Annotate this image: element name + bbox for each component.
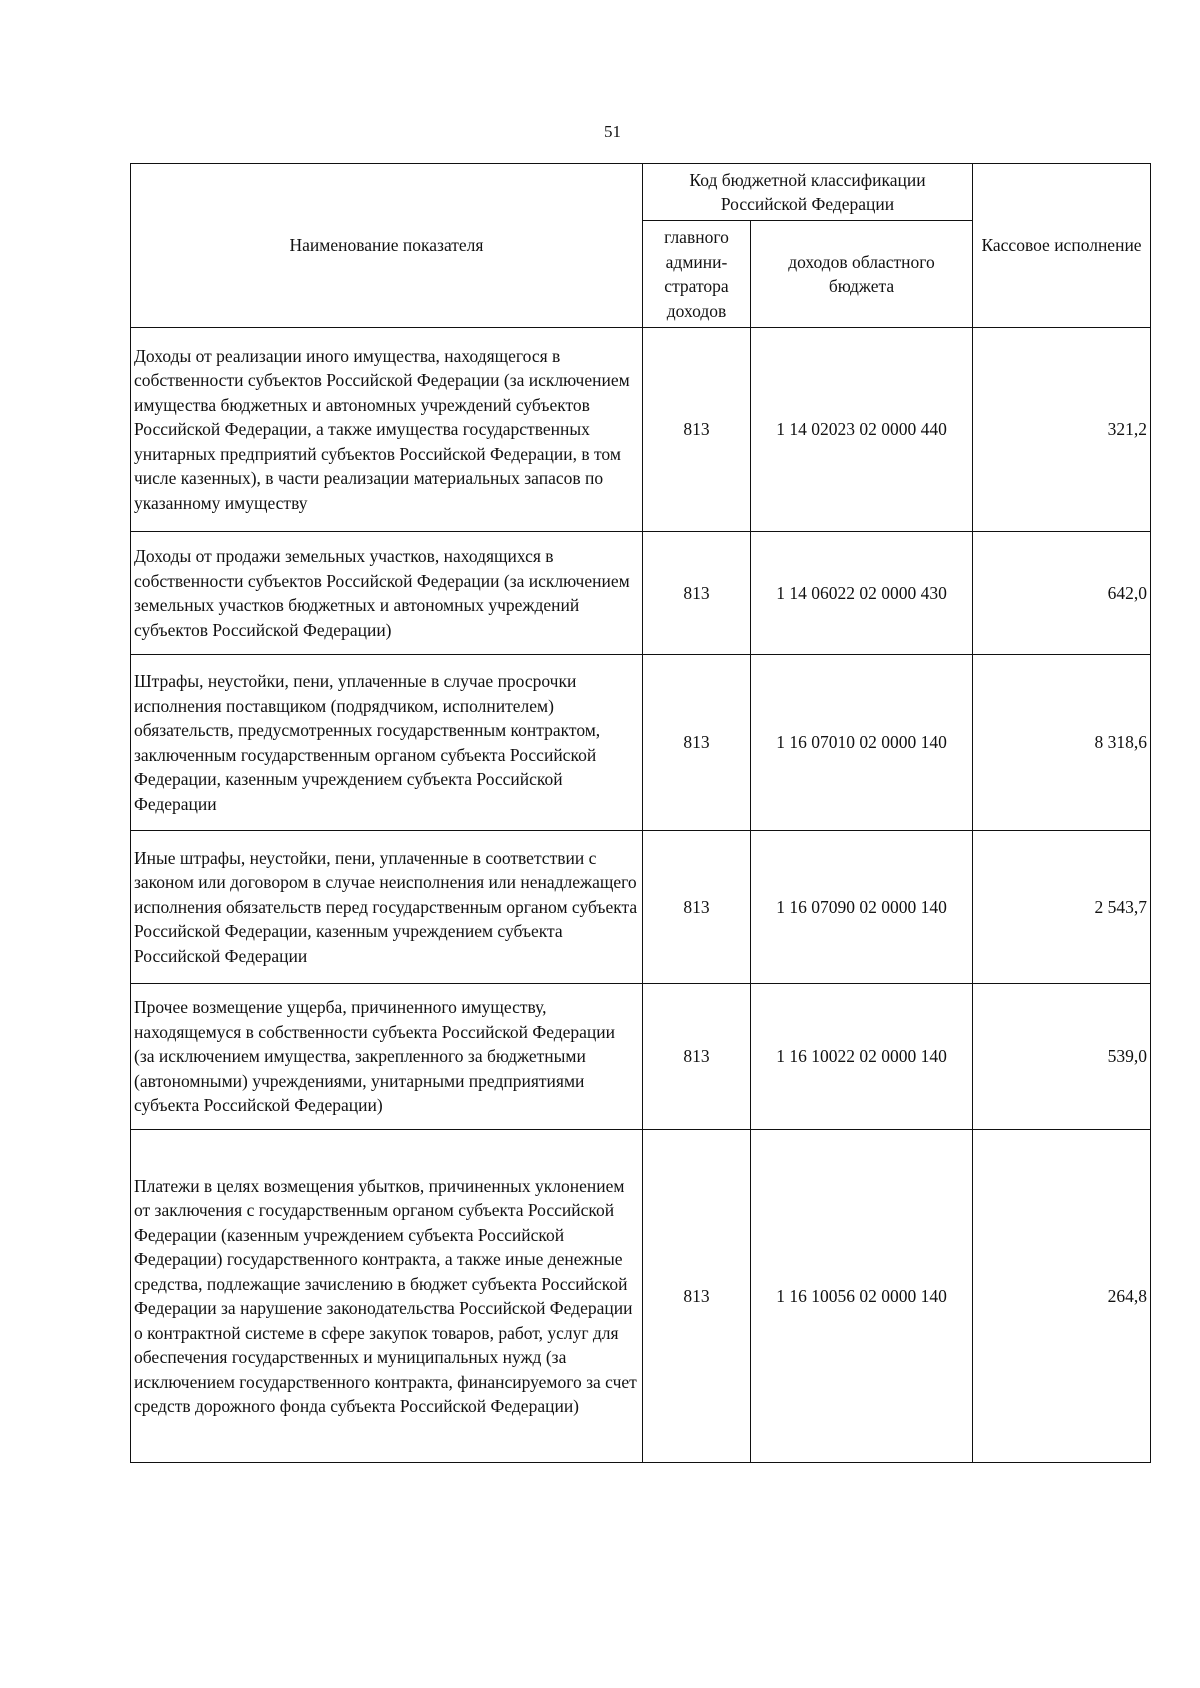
row-revenue-code: 1 14 02023 02 0000 440 xyxy=(751,328,973,532)
table-row xyxy=(131,831,1151,984)
row-amount: 321,2 xyxy=(973,328,1151,532)
row-admin-code: 813 xyxy=(643,655,751,831)
row-revenue-code: 1 16 10056 02 0000 140 xyxy=(751,1130,973,1463)
budget-revenue-table xyxy=(130,163,1151,1463)
row-admin-code: 813 xyxy=(643,831,751,984)
row-revenue-code: 1 16 07010 02 0000 140 xyxy=(751,655,973,831)
row-amount: 539,0 xyxy=(973,984,1151,1130)
table-row xyxy=(131,984,1151,1130)
row-admin-code: 813 xyxy=(643,1130,751,1463)
row-amount: 264,8 xyxy=(973,1130,1151,1463)
header-indicator-name: Наименование показателя xyxy=(131,164,643,328)
row-indicator-name: Штрафы, неустойки, пени, уплаченные в случае просрочки исполнения поставщиком (подрядчиком, исполнителем) обязательств, предусмотренных государственным контрактом, заключенным государственным органом субъекта Российской Федерации, казенным учреждением субъекта Российской Федерации xyxy=(131,655,643,831)
row-indicator-name: Доходы от реализации иного имущества, находящегося в собственности субъектов Российской Федерации (за исключением имущества бюджетных и автономных учреждений субъектов Российской Федерации, а также имущества государственных унитарных предприятий субъектов Российской Федерации, в том числе казенных), в части реализации материальных запасов по указанному имуществу xyxy=(131,328,643,532)
row-revenue-code: 1 14 06022 02 0000 430 xyxy=(751,532,973,655)
row-revenue-code: 1 16 07090 02 0000 140 xyxy=(751,831,973,984)
row-indicator-name: Прочее возмещение ущерба, причиненного имуществу, находящемуся в собственности субъекта Российской Федерации (за исключением имущества, закрепленного за бюджетными (автономными) учреждениями, унитарными предприятиями субъекта Российской Федерации) xyxy=(131,984,643,1130)
page-number: 51 xyxy=(604,122,621,141)
row-admin-code: 813 xyxy=(643,984,751,1130)
table-row xyxy=(131,655,1151,831)
table-header xyxy=(131,164,1151,328)
table-body xyxy=(131,328,1151,1463)
row-revenue-code: 1 16 10022 02 0000 140 xyxy=(751,984,973,1130)
row-indicator-name: Иные штрафы, неустойки, пени, уплаченные в соответствии с законом или договором в случае неисполнения или ненадлежащего исполнения обязательств перед государственным органом субъекта Российской Федерации, казенным учреждением субъекта Российской Федерации xyxy=(131,831,643,984)
header-regional-budget-revenue-code: доходов областного бюджета xyxy=(751,221,973,328)
row-admin-code: 813 xyxy=(643,328,751,532)
row-amount: 8 318,6 xyxy=(973,655,1151,831)
header-budget-classification-code: Код бюджетной классификации Российской Федерации xyxy=(643,164,973,221)
header-chief-administrator: главного админи-стратора доходов xyxy=(643,221,751,328)
row-indicator-name: Доходы от продажи земельных участков, находящихся в собственности субъектов Российской Федерации (за исключением земельных участков бюджетных и автономных учреждений субъектов Российской Федерации) xyxy=(131,532,643,655)
table-row xyxy=(131,532,1151,655)
header-cash-execution: Кассовое исполнение xyxy=(973,164,1151,328)
row-indicator-name: Платежи в целях возмещения убытков, причиненных уклонением от заключения с государственным органом субъекта Российской Федерации (казенным учреждением субъекта Российской Федерации) государственного контракта, а также иные денежные средства, подлежащие зачислению в бюджет субъекта Российской Федерации за нарушение законодательства Российской Федерации о контрактной системе в сфере закупок товаров, работ, услуг для обеспечения государственных и муниципальных нужд (за исключением государственного контракта, финансируемого за счет средств дорожного фонда субъекта Российской Федерации) xyxy=(131,1130,643,1463)
row-amount: 642,0 xyxy=(973,532,1151,655)
row-admin-code: 813 xyxy=(643,532,751,655)
table-row xyxy=(131,1130,1151,1463)
table-row xyxy=(131,328,1151,532)
row-amount: 2 543,7 xyxy=(973,831,1151,984)
